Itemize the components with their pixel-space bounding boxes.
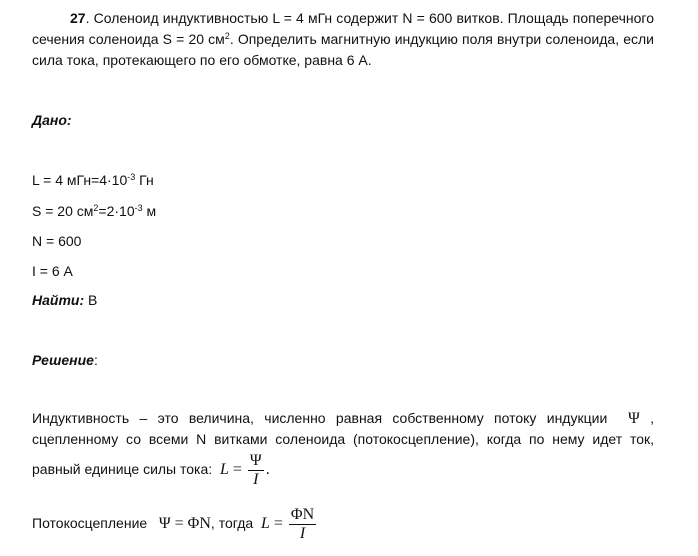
solution-line-3: равный единице силы тока: L = $\frac{\Psi}{I}$ . bbox=[32, 451, 270, 488]
solution-line-4: Потокосцепление Ψ = ΦN, тогда L = $\frac{\Phi N}{I}$ bbox=[32, 503, 318, 544]
solution-heading: Решение: bbox=[32, 352, 98, 368]
find-label: Найти: bbox=[32, 292, 85, 308]
fraction-psi-over-i: $\frac{\Psi}{I}$ bbox=[249, 451, 262, 488]
given-inductance: L = 4 $мГн=4\cdot 10^{-3}$ Гн bbox=[32, 172, 154, 188]
fraction-phin-over-i: $\frac{\Phi N}{I}$ bbox=[290, 505, 315, 542]
problem-statement bbox=[32, 8, 654, 71]
problem-number: 27 bbox=[70, 10, 86, 26]
solution-paragraph-1 bbox=[32, 408, 654, 450]
find-line bbox=[32, 290, 97, 310]
problem-line-1: 27. Соленоид индуктивностью L = 4 мГн содержит N = 600 витков. Площадь поперечного bbox=[70, 10, 654, 26]
solution-line-2: сцепленному со всеми N витками соленоида (потокосцепление), когда по нему идет ток, bbox=[32, 431, 654, 447]
problem-line-2: сечения соленоида S = 20 $см^2$. Определить магнитную индукцию поля внутри соленоида, если bbox=[32, 31, 654, 47]
given-turns: N = 600 bbox=[32, 233, 82, 249]
problem-line-3: сила тока, протекающего по его обмотке, равна 6 А. bbox=[32, 52, 372, 68]
formula-inductance: L = $\frac{\Psi}{I}$ . bbox=[219, 451, 270, 488]
given-heading: Дано: bbox=[32, 112, 72, 128]
find-value: B bbox=[84, 292, 98, 308]
given-current: I = 6 А bbox=[32, 263, 73, 279]
psi-symbol: Ψ bbox=[627, 410, 640, 427]
given-area: S = 20 $см^2=2\cdot 10^{-3}$ м bbox=[32, 203, 157, 219]
formula-flux-linkage: Ψ = ΦN bbox=[158, 515, 211, 532]
formula-inductance-flux: L = $\frac{\Phi N}{I}$ bbox=[260, 505, 315, 542]
solution-line-1: Индуктивность – это величина, численно равная собственному потоку индукции Ψ , bbox=[32, 410, 654, 427]
